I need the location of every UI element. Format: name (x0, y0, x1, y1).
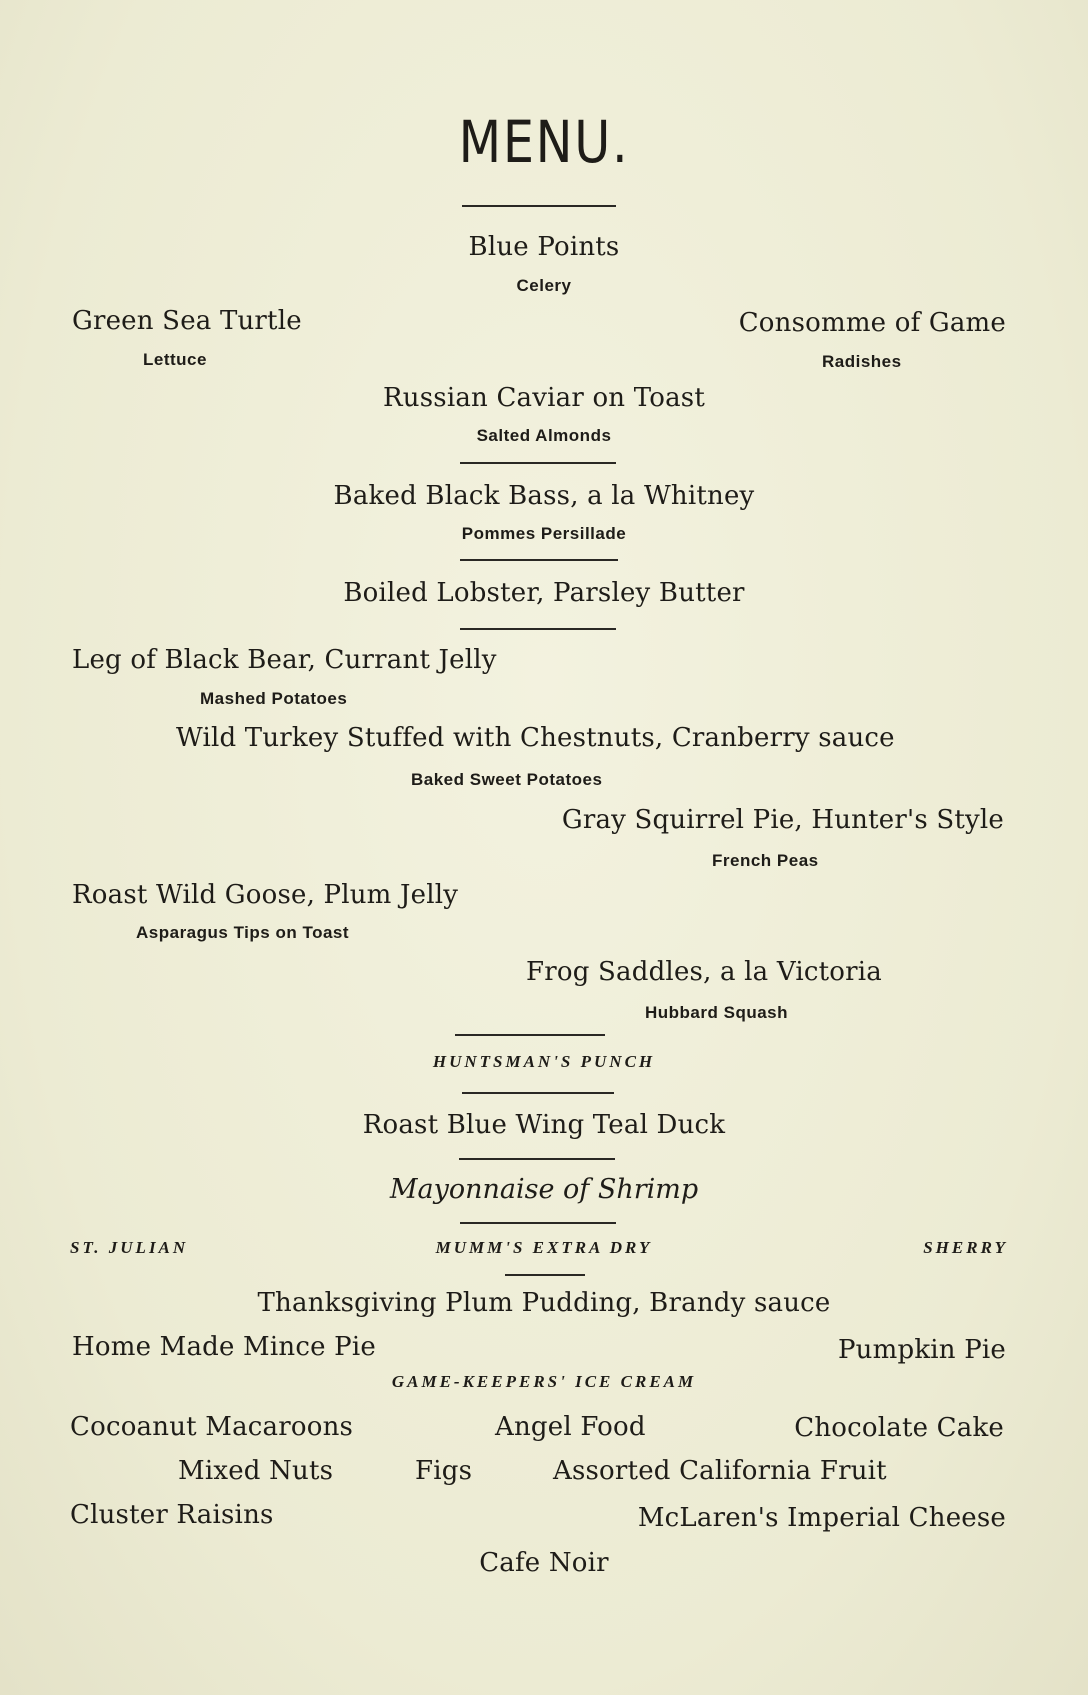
divider (462, 1092, 614, 1094)
dish-blue-points: Blue Points (468, 232, 620, 262)
dish-mixed-nuts: Mixed Nuts (178, 1456, 334, 1486)
dish-figs: Figs (415, 1456, 473, 1486)
side-almonds: Salted Almonds (476, 426, 612, 445)
wine-mumms: MUMM'S EXTRA DRY (435, 1238, 653, 1257)
side-squash: Hubbard Squash (645, 1003, 789, 1022)
divider (455, 1034, 605, 1036)
dish-turkey: Wild Turkey Stuffed with Chestnuts, Cranberry sauce (176, 723, 895, 753)
dish-frog: Frog Saddles, a la Victoria (526, 957, 882, 987)
side-radishes: Radishes (822, 352, 902, 371)
dish-lobster: Boiled Lobster, Parsley Butter (343, 578, 745, 608)
side-sweet-potatoes: Baked Sweet Potatoes (411, 770, 603, 789)
dish-bass: Baked Black Bass, a la Whitney (333, 481, 755, 511)
dish-chocolate-cake: Chocolate Cake (794, 1413, 1004, 1443)
side-mashed: Mashed Potatoes (200, 689, 348, 708)
dish-cluster-raisins: Cluster Raisins (70, 1500, 274, 1530)
dish-pumpkin-pie: Pumpkin Pie (837, 1335, 1006, 1365)
dish-bear: Leg of Black Bear, Currant Jelly (72, 645, 497, 675)
wine-sherry: SHERRY (923, 1238, 1008, 1257)
menu-title: MENU. (458, 108, 630, 176)
dish-shrimp: Mayonnaise of Shrimp (389, 1174, 699, 1205)
dish-angel-food: Angel Food (495, 1412, 646, 1442)
divider (462, 205, 616, 207)
dish-squirrel: Gray Squirrel Pie, Hunter's Style (561, 805, 1004, 835)
dish-caviar: Russian Caviar on Toast (383, 383, 705, 413)
side-celery: Celery (516, 276, 572, 295)
divider (460, 559, 618, 561)
side-peas: French Peas (712, 851, 819, 870)
dish-california-fruit: Assorted California Fruit (553, 1456, 887, 1486)
dish-goose: Roast Wild Goose, Plum Jelly (72, 880, 459, 910)
dish-teal-duck: Roast Blue Wing Teal Duck (362, 1110, 726, 1140)
divider (460, 628, 616, 630)
dish-consomme: Consomme of Game (738, 308, 1006, 338)
side-pommes: Pommes Persillade (461, 524, 627, 543)
wine-st-julian: ST. JULIAN (70, 1238, 189, 1257)
dish-macaroons: Cocoanut Macaroons (70, 1412, 354, 1442)
ice-cream-course: GAME-KEEPERS' ICE CREAM (391, 1372, 697, 1391)
punch-course: HUNTSMAN'S PUNCH (432, 1052, 656, 1071)
divider (460, 1222, 616, 1224)
divider (460, 462, 616, 464)
dish-green-sea-turtle: Green Sea Turtle (72, 306, 302, 336)
side-lettuce: Lettuce (143, 350, 207, 369)
dish-pudding: Thanksgiving Plum Pudding, Brandy sauce (257, 1288, 831, 1318)
dish-cheese: McLaren's Imperial Cheese (637, 1503, 1006, 1533)
divider (459, 1158, 615, 1160)
side-asparagus: Asparagus Tips on Toast (136, 923, 350, 942)
divider (505, 1274, 585, 1276)
dish-cafe-noir: Cafe Noir (479, 1548, 609, 1578)
dish-mince-pie: Home Made Mince Pie (72, 1332, 376, 1362)
menu-title-wrap (0, 108, 1088, 176)
